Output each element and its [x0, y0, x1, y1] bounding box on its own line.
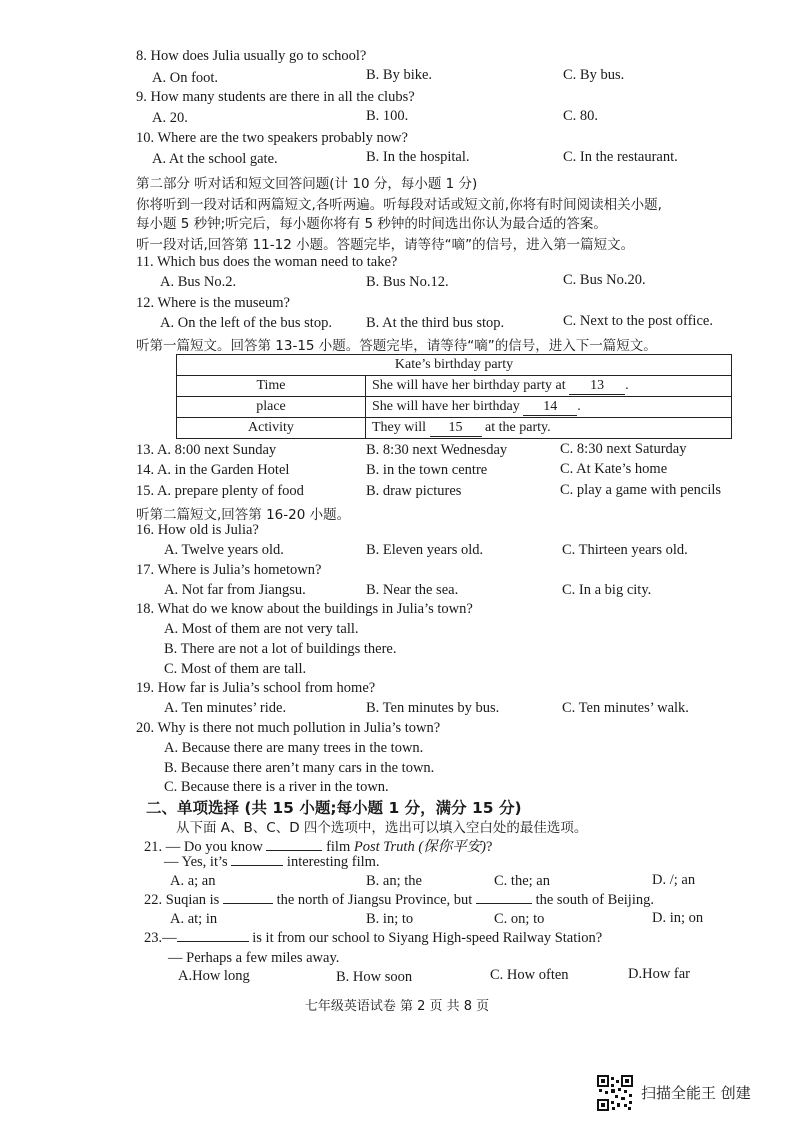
q22-text-mid: the north of Jiangsu Province, but — [276, 892, 473, 908]
question-23-stem — [144, 930, 602, 947]
question-19-stem: 19. How far is Julia’s school from home? — [136, 680, 376, 696]
q21-reply: — Yes, it’s — [164, 854, 228, 870]
q13-option-b: B. 8:30 next Wednesday — [366, 442, 508, 458]
q21-option-a: A. a; an — [170, 873, 216, 889]
row-content — [366, 397, 732, 418]
row-text-end: . — [577, 398, 581, 414]
row-text-end: . — [625, 377, 629, 393]
blank-14: 14 — [523, 399, 577, 416]
page-footer: 七年级英语试卷 第 2 页 共 8 页 — [304, 999, 490, 1014]
q21-text-mid: film — [326, 839, 351, 855]
answer-blank — [177, 941, 249, 942]
q18-option-b: B. There are not a lot of buildings there. — [164, 641, 397, 657]
table-title: Kate’s birthday party — [177, 355, 732, 376]
row-content — [366, 418, 732, 439]
q21-option-c: C. the; an — [494, 873, 550, 889]
row-content — [366, 376, 732, 397]
q21-reply-end: interesting film. — [286, 854, 380, 870]
q23-text-end: is it from our school to Siyang High-speed Railway Station? — [252, 930, 603, 946]
q12-option-b: B. At the third bus stop. — [366, 315, 505, 331]
question-23-reply: — Perhaps a few miles away. — [168, 950, 340, 966]
question-8-stem: 8. How does Julia usually go to school? — [136, 48, 367, 64]
q14-option-b: B. in the town centre — [366, 462, 488, 478]
q23-option-b: B. How soon — [336, 969, 413, 985]
passage2-intro: 听第二篇短文,回答第 16-20 小题。 — [136, 507, 351, 523]
part2-instruction-3: 听一段对话,回答第 11-12 小题。答题完毕，请等待“嘀”的信号，进入第一篇短文。 — [136, 237, 635, 253]
scanner-brand: 扫描全能王 创建 — [641, 1084, 751, 1102]
q13-option-a: 13. A. 8:00 next Sunday — [136, 442, 277, 458]
q20-option-a: A. Because there are many trees in the town. — [164, 740, 424, 756]
question-21-line2 — [164, 854, 380, 871]
q22-option-b: B. in; to — [366, 911, 414, 927]
question-11-stem: 11. Which bus does the woman need to take? — [136, 254, 398, 270]
row-text: She will have her birthday party at — [372, 377, 566, 393]
q23-option-c: C. How often — [490, 967, 569, 983]
q20-option-c: C. Because there is a river in the town. — [164, 779, 389, 795]
q14-option-c: C. At Kate’s home — [560, 461, 668, 477]
question-12-stem: 12. Where is the museum? — [136, 295, 290, 311]
q11-option-a: A. Bus No.2. — [160, 274, 237, 290]
q16-option-a: A. Twelve years old. — [164, 542, 284, 558]
part2-instruction-2: 每小题 5 秒钟;听完后，每小题你将有 5 秒钟的时间选出你认为最合适的答案。 — [136, 216, 607, 232]
table-row — [177, 418, 732, 439]
q21-text: 21. — Do you know — [144, 839, 263, 855]
question-17-stem: 17. Where is Julia’s hometown? — [136, 562, 322, 578]
q14-option-a: 14. A. in the Garden Hotel — [136, 462, 290, 478]
part2-instruction-1: 你将听到一段对话和两篇短文,各听两遍。听每段对话或短文前,你将有时间阅读相关小题, — [136, 197, 662, 213]
q10-option-b: B. In the hospital. — [366, 149, 470, 165]
row-text: She will have her birthday — [372, 398, 520, 414]
q23-option-a: A.How long — [178, 968, 250, 984]
answer-blank — [266, 850, 322, 851]
table-row — [177, 397, 732, 418]
film-title: Post Truth (保你平安) — [353, 839, 486, 855]
q9-option-c: C. 80. — [563, 108, 599, 124]
q8-option-b: B. By bike. — [366, 67, 433, 83]
blank-15: 15 — [430, 420, 482, 437]
q12-option-c: C. Next to the post office. — [563, 313, 713, 329]
q22-text: 22. Suqian is — [144, 892, 220, 908]
q10-option-a: A. At the school gate. — [152, 151, 278, 167]
q23-option-d: D.How far — [628, 966, 691, 982]
question-10-stem: 10. Where are the two speakers probably now? — [136, 130, 408, 146]
q15-option-b: B. draw pictures — [366, 483, 462, 499]
section2-title: 二、单项选择 (共 15 小题;每小题 1 分，满分 15 分) — [146, 799, 522, 817]
q22-option-d: D. in; on — [652, 910, 704, 926]
section2-instruction: 从下面 A、B、C、D 四个选项中，选出可以填入空白处的最佳选项。 — [176, 820, 588, 836]
q18-option-c: C. Most of them are tall. — [164, 661, 307, 677]
row-text: They will — [372, 419, 427, 435]
passage1-intro: 听第一篇短文。回答第 13-15 小题。答题完毕，请等待“嘀”的信号，进入下一篇短文。 — [136, 338, 657, 354]
question-22-stem — [144, 892, 654, 909]
q8-option-c: C. By bus. — [563, 67, 625, 83]
q17-option-b: B. Near the sea. — [366, 582, 459, 598]
row-label: Activity — [177, 418, 366, 439]
question-20-stem: 20. Why is there not much pollution in Julia’s town? — [136, 720, 441, 736]
q13-option-c: C. 8:30 next Saturday — [560, 441, 687, 457]
q22-text-end: the south of Beijing. — [535, 892, 654, 908]
answer-blank — [231, 865, 283, 866]
q17-option-c: C. In a big city. — [562, 582, 652, 598]
q8-option-a: A. On foot. — [152, 70, 219, 86]
q11-option-c: C. Bus No.20. — [563, 272, 646, 288]
row-text-end: at the party. — [485, 419, 551, 435]
q20-option-b: B. Because there aren’t many cars in the town. — [164, 760, 435, 776]
part2-title: 第二部分 听对话和短文回答问题(计 10 分，每小题 1 分) — [136, 176, 478, 192]
question-9-stem: 9. How many students are there in all the clubs? — [136, 89, 415, 105]
q11-option-b: B. Bus No.12. — [366, 274, 449, 290]
question-21-line1 — [144, 835, 492, 856]
q16-option-c: C. Thirteen years old. — [562, 542, 688, 558]
q21-option-b: B. an; the — [366, 873, 422, 889]
question-16-stem: 16. How old is Julia? — [136, 522, 259, 538]
question-18-stem: 18. What do we know about the buildings in Julia’s town? — [136, 601, 473, 617]
q21-option-d: D. /; an — [652, 872, 696, 888]
q12-option-a: A. On the left of the bus stop. — [160, 315, 332, 331]
q15-option-a: 15. A. prepare plenty of food — [136, 483, 304, 499]
q15-option-c: C. play a game with pencils — [560, 482, 722, 498]
q19-option-c: C. Ten minutes’ walk. — [562, 700, 689, 716]
q23-text: 23.— — [144, 930, 177, 946]
q22-option-a: A. at; in — [170, 911, 218, 927]
q10-option-c: C. In the restaurant. — [563, 149, 678, 165]
q17-option-a: A. Not far from Jiangsu. — [164, 582, 306, 598]
q9-option-a: A. 20. — [152, 110, 188, 126]
birthday-party-table — [176, 354, 732, 439]
row-label: Time — [177, 376, 366, 397]
q21-text-end: ? — [486, 839, 493, 855]
q19-option-b: B. Ten minutes by bus. — [366, 700, 500, 716]
q18-option-a: A. Most of them are not very tall. — [164, 621, 359, 637]
answer-blank — [476, 903, 532, 904]
qr-code-icon — [597, 1075, 633, 1111]
q22-option-c: C. on; to — [494, 911, 545, 927]
blank-13: 13 — [569, 378, 625, 395]
row-label: place — [177, 397, 366, 418]
q19-option-a: A. Ten minutes’ ride. — [164, 700, 287, 716]
table-row — [177, 376, 732, 397]
q16-option-b: B. Eleven years old. — [366, 542, 484, 558]
answer-blank — [223, 903, 273, 904]
q9-option-b: B. 100. — [366, 108, 409, 124]
